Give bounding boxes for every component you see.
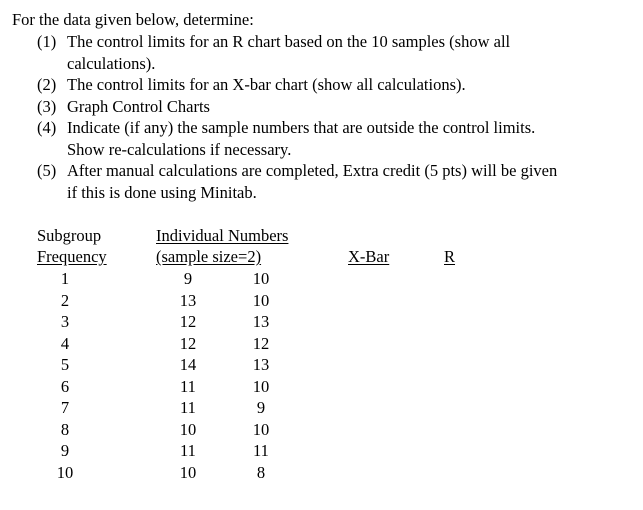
value-2-cell: 9	[256, 398, 266, 417]
value-1-cell: 12	[179, 312, 197, 331]
header-frequency: Frequency	[37, 247, 107, 266]
task-item-4	[37, 117, 637, 160]
value-1-cell: 12	[179, 333, 197, 353]
subgroup-cell: 1	[60, 269, 70, 288]
task-number: (2)	[37, 75, 57, 94]
header-sample-size: (sample size=2)	[156, 247, 262, 266]
task-text-continued: calculations).	[67, 53, 156, 73]
value-1-cell: 11	[180, 441, 196, 460]
task-text: Indicate (if any) the sample numbers that are outside the control limits.	[67, 118, 536, 137]
task-item-5	[37, 160, 637, 203]
subgroup-cell: 3	[60, 312, 70, 331]
value-1-cell: 13	[179, 290, 197, 310]
task-list	[37, 31, 637, 203]
subgroup-cell: 2	[60, 290, 70, 310]
value-2-cell: 8	[256, 462, 266, 482]
task-text: The control limits for an R chart based on the 10 samples (show all	[67, 32, 511, 51]
task-text: After manual calculations are completed, Extra credit (5 pts) will be given	[67, 161, 558, 180]
intro-text: For the data given below, determine:	[12, 10, 254, 29]
value-1-cell: 10	[179, 419, 197, 439]
subgroup-cell: 7	[60, 398, 70, 417]
subgroup-cell: 9	[60, 441, 70, 460]
header-subgroup: Subgroup	[37, 226, 102, 245]
task-number: (3)	[37, 96, 57, 116]
task-item-2	[37, 74, 637, 96]
task-text-continued: if this is done using Minitab.	[67, 182, 257, 202]
subgroup-cell: 10	[56, 462, 74, 482]
value-1-cell: 11	[180, 398, 196, 417]
header-r: R	[444, 247, 456, 266]
task-number: (1)	[37, 32, 57, 51]
subgroup-cell: 5	[60, 355, 70, 374]
subgroup-cell: 8	[60, 419, 70, 439]
value-2-cell: 10	[252, 376, 270, 396]
task-number: (5)	[37, 161, 57, 180]
value-2-cell: 13	[252, 355, 270, 374]
value-1-cell: 10	[179, 462, 197, 482]
value-2-cell: 10	[252, 290, 270, 310]
value-2-cell: 12	[252, 333, 270, 353]
value-2-cell: 13	[252, 312, 270, 331]
task-text: Graph Control Charts	[67, 96, 210, 116]
value-2-cell: 10	[252, 419, 270, 439]
subgroup-cell: 6	[60, 376, 70, 396]
task-number: (4)	[37, 118, 57, 137]
value-1-cell: 14	[179, 355, 197, 374]
task-text: The control limits for an X-bar chart (show all calculations).	[67, 75, 466, 94]
task-item-3	[37, 96, 637, 118]
header-xbar: X-Bar	[348, 247, 390, 266]
task-item-1	[37, 31, 637, 74]
value-1-cell: 11	[180, 376, 196, 396]
task-text-continued: Show re-calculations if necessary.	[67, 139, 292, 159]
value-1-cell: 9	[183, 269, 193, 288]
subgroup-cell: 4	[60, 333, 70, 353]
header-individual-numbers: Individual Numbers	[156, 226, 289, 245]
value-2-cell: 11	[253, 441, 269, 460]
value-2-cell: 10	[252, 269, 270, 288]
